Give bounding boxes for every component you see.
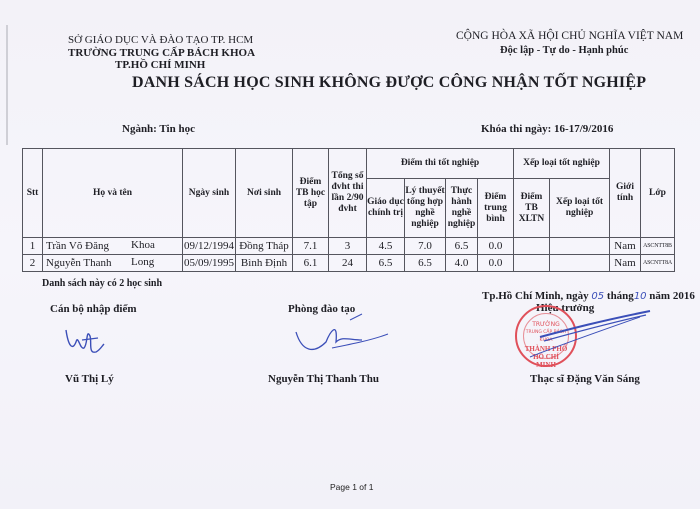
cell-rank-score: [514, 255, 550, 272]
col-politics: Giáo dục chính trị: [367, 179, 405, 238]
training-office-title: Phòng đào tạo: [288, 303, 356, 315]
national-motto: Độc lập - Tự do - Hạnh phúc: [500, 45, 629, 56]
cell-practice: 4.0: [446, 255, 478, 272]
cell-rank: [550, 238, 610, 255]
document-title: DANH SÁCH HỌC SINH KHÔNG ĐƯỢC CÔNG NHẬN TỐT NGHIỆP: [132, 74, 647, 91]
cell-gender: Nam: [610, 238, 641, 255]
stamp-line-3: THÀNH PHỐ: [524, 345, 568, 353]
stamp-line-2: TRUNG CẤP BÁCH KHOA: [525, 330, 567, 343]
school-name: TRƯỜNG TRUNG CẤP BÁCH KHOA: [68, 47, 256, 59]
national-title: CỘNG HÒA XÃ HỘI CHỦ NGHĨA VIỆT NAM: [456, 30, 684, 42]
cell-credits: 24: [329, 255, 367, 272]
cell-rank-score: [514, 238, 550, 255]
cell-average: 0.0: [478, 238, 514, 255]
cell-credits: 3: [329, 238, 367, 255]
student-table: [22, 148, 675, 272]
col-birthplace: Nơi sinh: [236, 149, 293, 238]
cell-practice: 6.5: [446, 238, 478, 255]
cell-name: [43, 238, 183, 255]
col-name: Họ và tên: [43, 149, 183, 238]
cell-theory: 6.5: [405, 255, 446, 272]
col-group-exam: Điểm thi tốt nghiệp: [367, 149, 514, 179]
header-row-1: [23, 149, 675, 179]
signature-scribble-icon: [292, 312, 392, 360]
student-count-summary: Danh sách này có 2 học sinh: [42, 278, 163, 289]
cell-average: 0.0: [478, 255, 514, 272]
cell-birthplace: Bình Định: [236, 255, 293, 272]
col-dob: Ngày sinh: [183, 149, 236, 238]
table-row: [23, 238, 675, 255]
page-number: Page 1 of 1: [330, 482, 374, 492]
department-name: SỞ GIÁO DỤC VÀ ĐÀO TẠO TP. HCM: [68, 34, 254, 46]
col-theory: Lý thuyết tổng hợp nghề nghiệp: [405, 179, 446, 238]
col-group-rank: Xếp loại tốt nghiệp: [514, 149, 610, 179]
cell-theory: 7.0: [405, 238, 446, 255]
surname: Trần Võ Đăng: [46, 240, 109, 252]
given-name: Long: [131, 256, 155, 268]
cell-dob: 09/12/1994: [183, 238, 236, 255]
scan-edge: [6, 25, 8, 145]
month-prefix: tháng: [606, 290, 634, 302]
cell-rank: [550, 255, 610, 272]
cell-class: ASCNTT8B: [641, 238, 675, 255]
cell-politics: 4.5: [367, 238, 405, 255]
col-gender: Giới tính: [610, 149, 641, 238]
handwritten-month: 10: [633, 291, 647, 302]
surname: Nguyễn Thanh: [46, 257, 112, 269]
col-rank: Xếp loại tốt nghiệp: [550, 179, 610, 238]
training-office-name: Nguyễn Thị Thanh Thu: [268, 373, 379, 385]
signature-scribble-icon: [62, 322, 107, 360]
cell-gender: Nam: [610, 255, 641, 272]
exam-date-label: Khóa thi ngày: 16-17/9/2016: [481, 123, 614, 135]
col-rank-score: Điểm TB XLTN: [514, 179, 550, 238]
principal-title: Hiệu trưởng: [536, 302, 595, 314]
given-name: Khoa: [131, 239, 155, 251]
year-text: năm 2016: [649, 290, 695, 302]
col-credits: Tổng số đvht thi lần 2/90 đvht: [329, 149, 367, 238]
place-date-line: [482, 290, 695, 302]
cell-politics: 6.5: [367, 255, 405, 272]
col-practice: Thực hành nghề nghiệp: [446, 179, 478, 238]
school-city: TP.HỒ CHÍ MINH: [115, 59, 206, 71]
cell-dob: 05/09/1995: [183, 255, 236, 272]
cell-gpa: 7.1: [293, 238, 329, 255]
cell-stt: 1: [23, 238, 43, 255]
data-entry-officer-name: Vũ Thị Lý: [65, 373, 114, 385]
cell-birthplace: Đồng Tháp: [236, 238, 293, 255]
cell-gpa: 6.1: [293, 255, 329, 272]
data-entry-officer-title: Cán bộ nhập điểm: [50, 303, 137, 315]
col-class: Lớp: [641, 149, 675, 238]
col-gpa: Điểm TB học tập: [293, 149, 329, 238]
principal-name: Thạc sĩ Đặng Văn Sáng: [530, 373, 640, 385]
stamp-line-4: HỒ CHÍ MINH: [533, 353, 559, 369]
stamp-line-1: TRƯỜNG: [532, 321, 560, 328]
col-stt: Stt: [23, 149, 43, 238]
cell-stt: 2: [23, 255, 43, 272]
handwritten-day: 05: [591, 291, 605, 302]
cell-class: ASCNTT8A: [641, 255, 675, 272]
table-row: [23, 255, 675, 272]
cell-name: [43, 255, 183, 272]
place-prefix: Tp.Hồ Chí Minh, ngày: [482, 290, 589, 302]
major-label: Ngành: Tin học: [122, 123, 195, 135]
col-average: Điểm trung bình: [478, 179, 514, 238]
signature-scribble-icon: [520, 305, 660, 365]
